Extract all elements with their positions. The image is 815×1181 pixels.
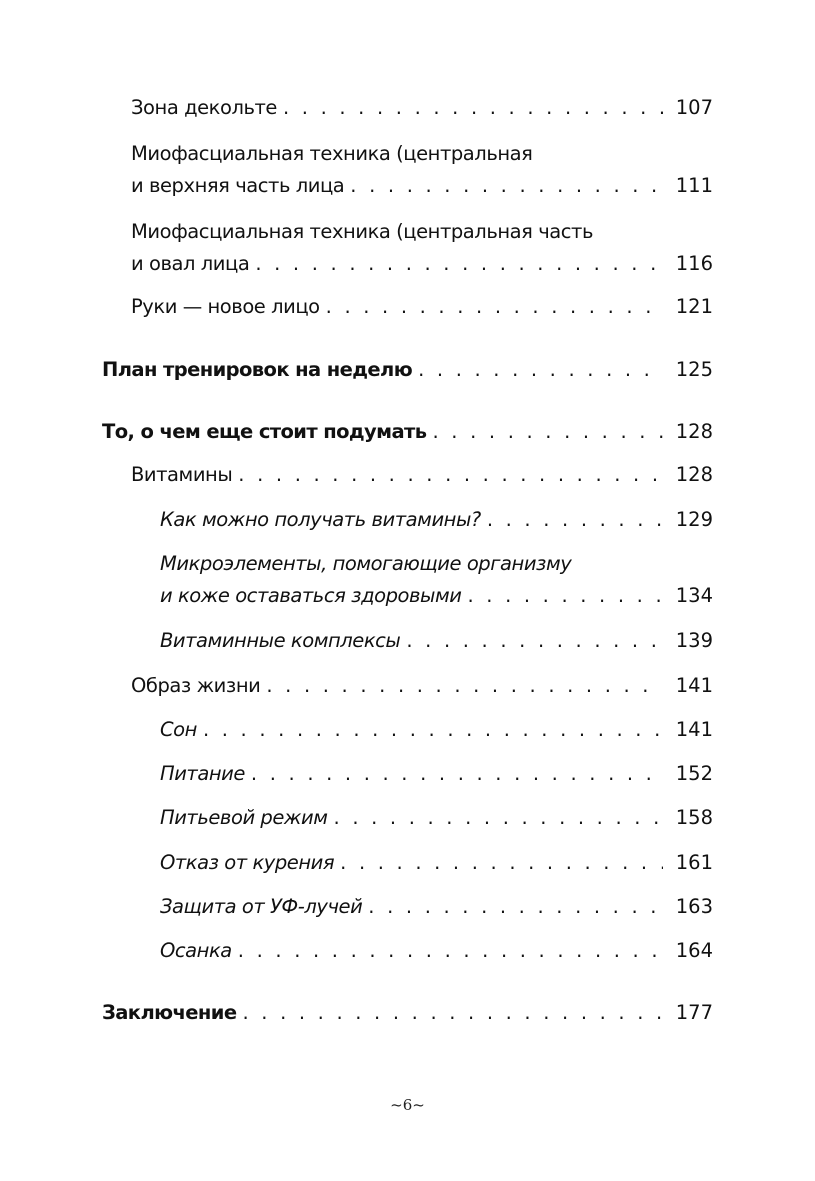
toc-subentry-page: 164 xyxy=(675,939,713,962)
toc-entry-page: 141 xyxy=(675,674,713,697)
toc-subentry-title: Витаминные комплексы xyxy=(160,629,401,652)
toc-subentry-title: Отказ от курения xyxy=(160,851,335,874)
toc-entry-title: и овал лица xyxy=(131,251,250,275)
dot-leader xyxy=(487,510,663,530)
toc-entry-title-line1: Миофасциальная техника (центральная часть xyxy=(131,220,593,243)
dot-leader xyxy=(238,465,663,485)
toc-subentry-get-vitamins xyxy=(160,510,713,530)
dot-leader xyxy=(467,586,663,606)
dot-leader xyxy=(283,98,663,118)
toc-entry-page: 121 xyxy=(675,295,713,318)
toc-chapter-page: 125 xyxy=(675,358,713,381)
toc-subentry-page: 134 xyxy=(675,583,713,607)
toc-entry-title: Руки — новое лицо xyxy=(131,295,320,318)
toc-subentry-page: 129 xyxy=(675,508,713,531)
dot-leader xyxy=(242,1003,663,1023)
toc-entry-hands xyxy=(131,297,713,317)
toc-entry-myofascial-oval xyxy=(131,222,713,273)
dot-leader xyxy=(238,941,663,961)
toc-entry-lifestyle xyxy=(131,676,713,696)
toc-subentry-title: Питание xyxy=(160,762,245,785)
toc-subentry-title: и коже оставаться здоровыми xyxy=(160,583,462,607)
toc-subentry-title: Как можно получать витамины? xyxy=(160,508,481,531)
toc-subentry-drinking xyxy=(160,808,713,828)
dot-leader xyxy=(406,631,663,651)
toc-entry-page: 111 xyxy=(675,173,713,197)
toc-chapter-page: 177 xyxy=(675,1001,713,1024)
toc-chapter-conclusion xyxy=(102,1003,713,1023)
dot-leader xyxy=(326,297,663,317)
toc-entry-title: Витамины xyxy=(131,463,233,486)
dot-leader xyxy=(251,764,663,784)
toc-subentry-page: 141 xyxy=(675,718,713,741)
toc-subentry-vitamin-complexes xyxy=(160,631,713,651)
toc-subentry-title: Осанка xyxy=(160,939,232,962)
dot-leader xyxy=(368,897,663,917)
toc-entry-title-line1: Миофасциальная техника (центральная xyxy=(131,142,533,165)
toc-subentry-sleep xyxy=(160,720,713,740)
toc-chapter-title: То, о чем еще стоит подумать xyxy=(102,420,427,443)
toc-subentry-page: 161 xyxy=(675,851,713,874)
dot-leader xyxy=(255,254,663,274)
toc-chapter-think-about xyxy=(102,422,713,442)
toc-subentry-microelements xyxy=(160,554,713,605)
toc-subentry-posture xyxy=(160,941,713,961)
dot-leader xyxy=(203,720,663,740)
toc-entry-title: Зона декольте xyxy=(131,96,277,119)
toc-entry-page: 128 xyxy=(675,463,713,486)
toc-entry-title: и верхняя часть лица xyxy=(131,173,345,197)
toc-subentry-page: 152 xyxy=(675,762,713,785)
toc-subentry-title: Питьевой режим xyxy=(160,806,328,829)
dot-leader xyxy=(266,676,663,696)
toc-subentry-uv-protection xyxy=(160,897,713,917)
dot-leader xyxy=(334,808,663,828)
toc-subentry-page: 163 xyxy=(675,895,713,918)
toc-subentry-title: Защита от УФ-лучей xyxy=(160,895,363,918)
toc-chapter-title: План тренировок на неделю xyxy=(102,358,413,381)
toc-subentry-smoking xyxy=(160,853,713,873)
toc-chapter-page: 128 xyxy=(675,420,713,443)
toc-entry-vitamins xyxy=(131,465,713,485)
dot-leader xyxy=(340,853,663,873)
toc-subentry-nutrition xyxy=(160,764,713,784)
toc-subentry-title: Сон xyxy=(160,718,197,741)
toc-chapter-training-plan xyxy=(102,360,713,380)
toc-entry-myofascial-upper xyxy=(131,144,713,195)
toc-entry-dekolte xyxy=(131,98,713,118)
toc-chapter-title: Заключение xyxy=(102,1001,237,1024)
toc-subentry-page: 158 xyxy=(675,806,713,829)
dot-leader xyxy=(433,422,664,442)
toc-entry-title: Образ жизни xyxy=(131,674,261,697)
dot-leader xyxy=(350,176,663,196)
toc-entry-page: 116 xyxy=(675,251,713,275)
toc-subentry-page: 139 xyxy=(675,629,713,652)
toc-subentry-title-line1: Микроэлементы, помогающие организму xyxy=(160,552,572,575)
toc-entry-page: 107 xyxy=(675,96,713,119)
page-number: ~6~ xyxy=(390,1096,425,1114)
dot-leader xyxy=(418,360,663,380)
